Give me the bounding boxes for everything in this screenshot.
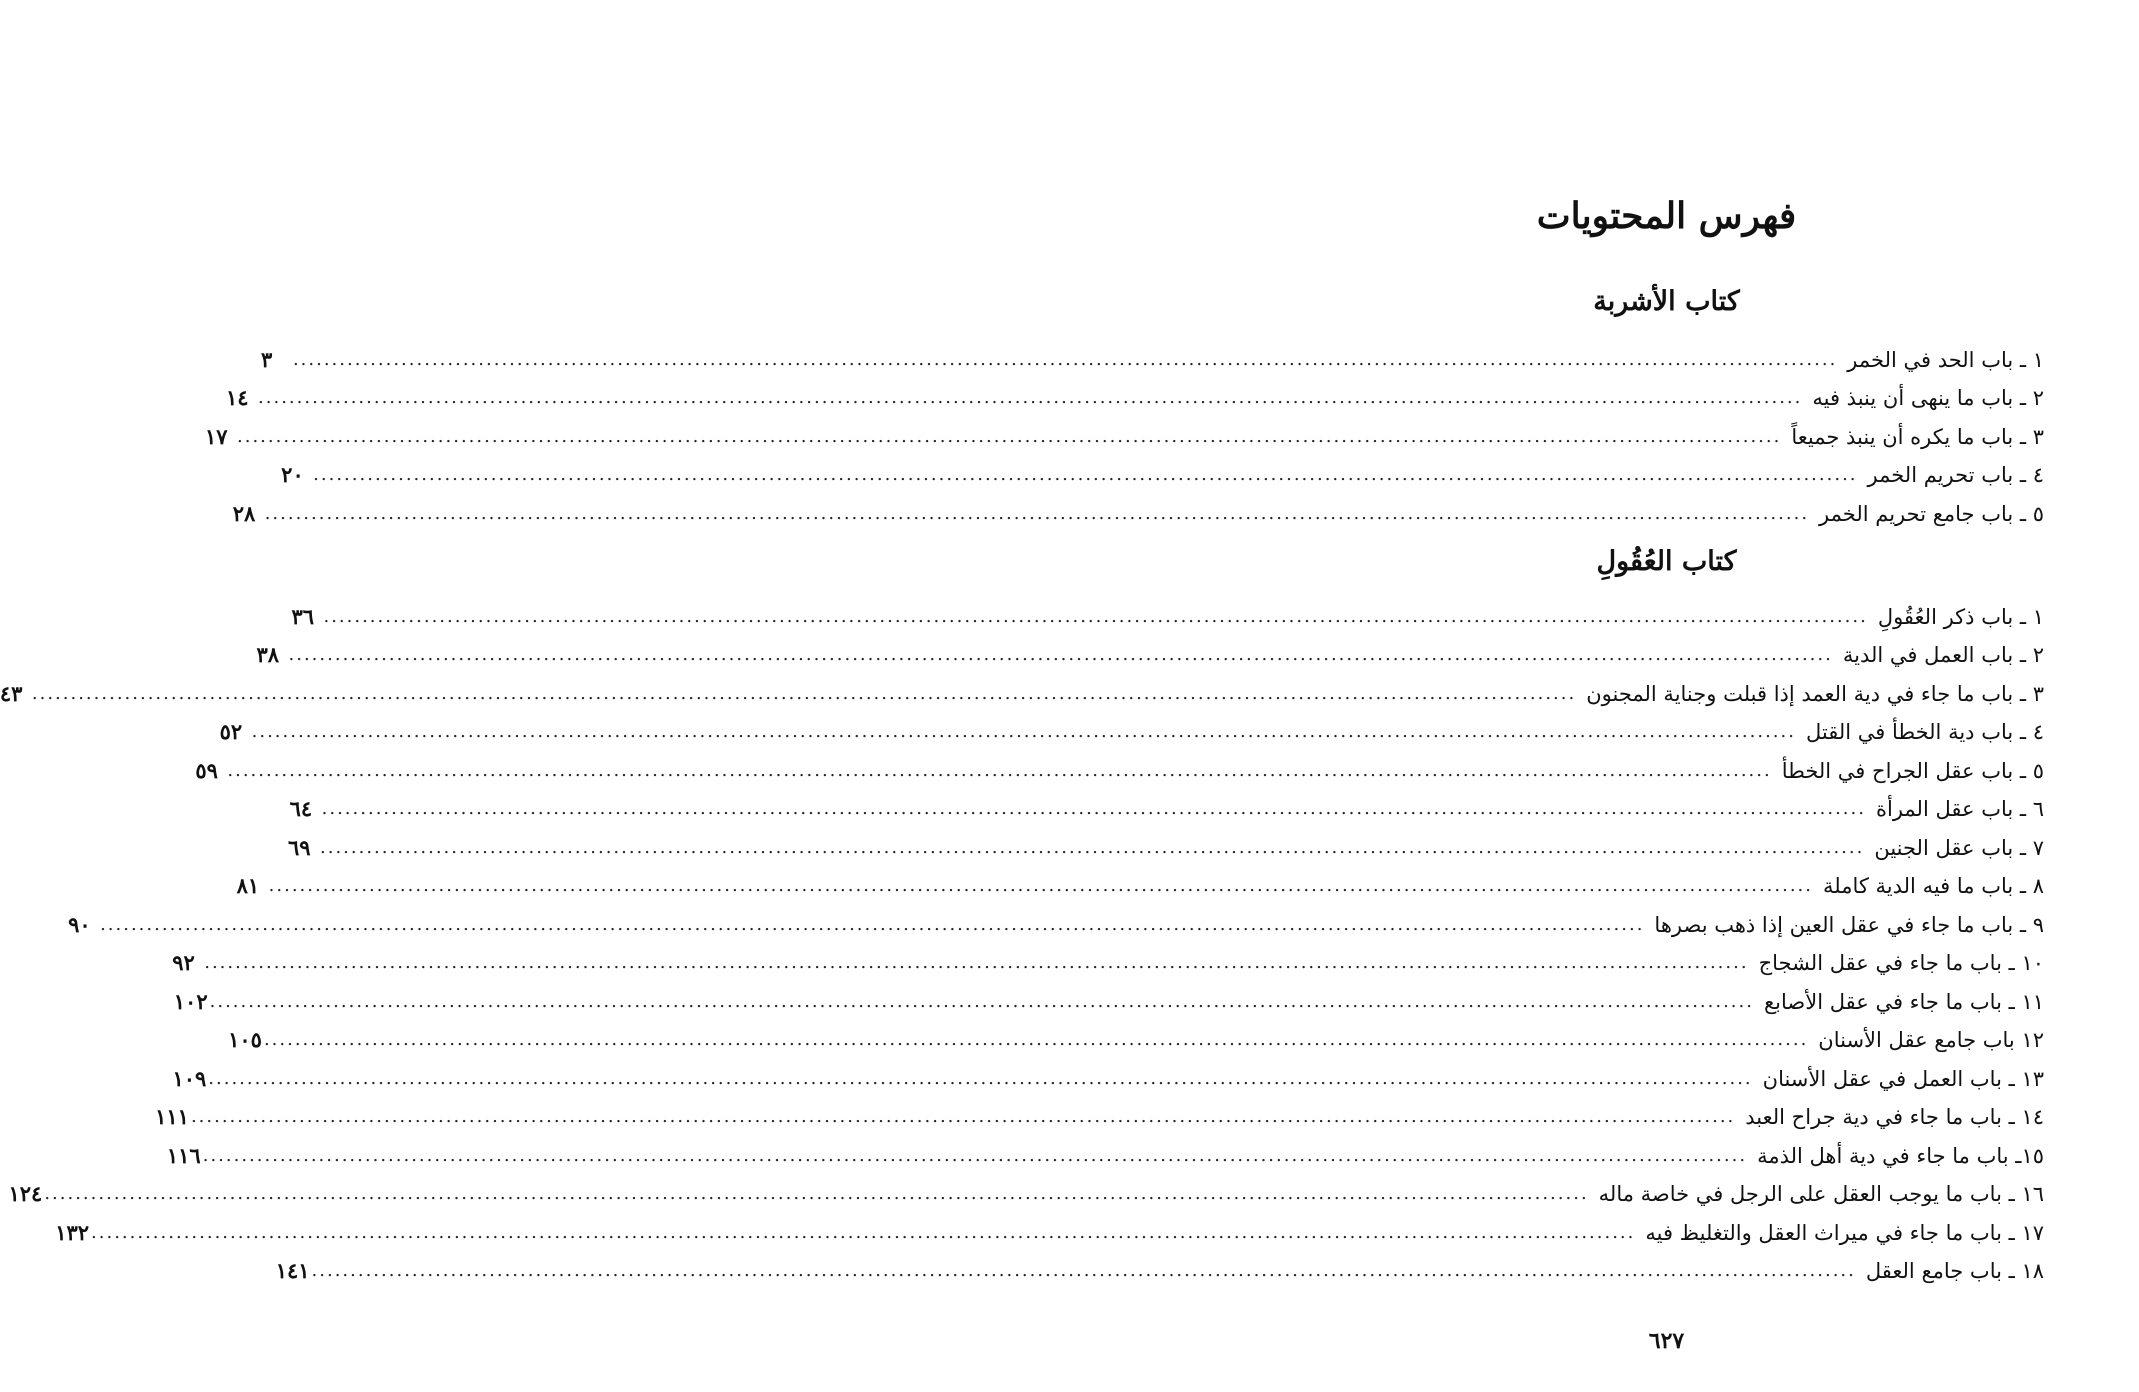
dot-leader: ........................................................................................................................................................................................................ bbox=[190, 1106, 1736, 1127]
toc-entry-page-number: ٩٠ bbox=[68, 911, 91, 937]
toc-entry bbox=[155, 1094, 2044, 1133]
toc-entry-title: ١٣ ـ باب العمل في عقل الأسنان bbox=[1762, 1066, 2044, 1091]
toc-entry-title: ٦ ـ باب عقل المرأة bbox=[1875, 797, 2044, 821]
toc-entry-page-number: ١٢٤ bbox=[8, 1181, 43, 1206]
toc-entry bbox=[195, 747, 2044, 786]
toc-entry-title: ١١ ـ باب ما جاء في عقل الأصابع bbox=[1763, 989, 2044, 1014]
toc-entry-page-number: ٢٨ bbox=[232, 500, 256, 526]
toc-entry-title: ١٥ـ باب ما جاء في دية أهل الذمة bbox=[1757, 1143, 2044, 1168]
toc-entry bbox=[281, 452, 2044, 491]
dot-leader: ........................................................................................................................................................................................................ bbox=[288, 644, 1833, 665]
toc-entry bbox=[275, 1248, 2044, 1287]
toc-entry-page-number: ٢٠ bbox=[281, 462, 304, 487]
dot-leader: ........................................................................................................................................................................................................ bbox=[204, 952, 1749, 973]
toc-entry-title: ١٨ ـ باب جامع العقل bbox=[1865, 1259, 2044, 1283]
toc-entry bbox=[260, 336, 2044, 375]
toc-entry-page-number: ١٠٢ bbox=[173, 988, 208, 1014]
toc-list-drinks bbox=[205, 336, 2044, 529]
dot-leader: ........................................................................................................................................................................................................ bbox=[323, 605, 1868, 627]
toc-entry bbox=[8, 1171, 2044, 1210]
toc-entry-page-number: ١٠٥ bbox=[228, 1027, 262, 1052]
toc-list-blood-money bbox=[0, 593, 2044, 1286]
toc-entry bbox=[288, 824, 2044, 863]
section-title-drinks: كتاب الأشربة bbox=[1593, 286, 1740, 317]
toc-entry bbox=[0, 670, 2044, 709]
toc-entry bbox=[219, 709, 2044, 748]
toc-entry bbox=[166, 1132, 2044, 1171]
toc-entry-page-number: ٥٩ bbox=[195, 757, 218, 783]
toc-entry-title: ١٤ ـ باب ما جاء في دية جراح العبد bbox=[1745, 1105, 2044, 1129]
dot-leader: ........................................................................................................................................................................................................ bbox=[100, 913, 1645, 935]
toc-entry-page-number: ٦٤ bbox=[289, 796, 313, 821]
dot-leader: ........................................................................................................................................................................................................ bbox=[311, 1260, 1856, 1281]
toc-entry-page-number: ١٣٢ bbox=[55, 1219, 90, 1245]
toc-entry-title: ٣ ـ باب ما يكره أن ينبذ جميعاً bbox=[1791, 424, 2044, 449]
toc-entry-title: ٨ ـ باب ما فيه الدية كاملة bbox=[1823, 874, 2044, 898]
toc-entry-page-number: ١٤ bbox=[226, 385, 249, 410]
dot-leader: ........................................................................................................................................................................................................ bbox=[321, 798, 1866, 819]
toc-entry-page-number: ١١١ bbox=[155, 1104, 189, 1129]
toc-entry bbox=[236, 863, 2044, 902]
toc-entry-title: ١٠ ـ باب ما جاء في عقل الشجاج bbox=[1758, 951, 2044, 975]
dot-leader: ........................................................................................................................................................................................................ bbox=[264, 502, 1810, 524]
toc-entry-title: ٥ ـ باب عقل الجراح في الخطأ bbox=[1781, 758, 2044, 783]
toc-entry bbox=[205, 413, 2044, 452]
dot-leader: ........................................................................................................................................................................................................ bbox=[209, 990, 1754, 1012]
toc-entry bbox=[172, 1055, 2044, 1094]
toc-entry-page-number: ٣ bbox=[260, 346, 273, 372]
toc-entry-page-number: ١٤١ bbox=[275, 1258, 310, 1283]
dot-leader: ........................................................................................................................................................................................................ bbox=[44, 1183, 1589, 1204]
toc-entry-title: ٩ ـ باب ما جاء في عقل العين إذا ذهب بصرها bbox=[1654, 912, 2044, 937]
toc-entry-page-number: ١٠٩ bbox=[172, 1065, 207, 1091]
dot-leader: ........................................................................................................................................................................................................ bbox=[313, 464, 1858, 485]
toc-entry-title: ١ ـ باب الحد في الخمر bbox=[1847, 347, 2044, 372]
toc-entry-page-number: ١١٦ bbox=[166, 1142, 201, 1168]
toc-entry-title: ١٦ ـ باب ما يوجب العقل على الرجل في خاصة ماله bbox=[1598, 1182, 2044, 1206]
toc-entry bbox=[289, 786, 2044, 825]
toc-entry-title: ١٧ ـ باب ما جاء في ميراث العقل والتغليظ فيه bbox=[1645, 1220, 2044, 1245]
toc-entry-title: ٣ ـ باب ما جاء في دية العمد إذا قبلت وجناية المجنون bbox=[1586, 681, 2044, 706]
dot-leader: ........................................................................................................................................................................................................ bbox=[227, 759, 1772, 781]
toc-entry bbox=[68, 901, 2044, 940]
toc-entry bbox=[291, 593, 2044, 632]
toc-entry-title: ٥ ـ باب جامع تحريم الخمر bbox=[1819, 501, 2044, 526]
dot-leader: ........................................................................................................................................................................................................ bbox=[208, 1067, 1753, 1089]
section-title-blood-money: كتاب العُقُولِ bbox=[1596, 546, 1737, 577]
dot-leader: ........................................................................................................................................................................................................ bbox=[91, 1221, 1636, 1243]
toc-entry-page-number: ٣٨ bbox=[256, 642, 280, 667]
dot-leader: ........................................................................................................................................................................................................ bbox=[237, 425, 1782, 447]
toc-entry-title: ٢ ـ باب ما ينهى أن ينبذ فيه bbox=[1812, 386, 2044, 410]
toc-entry bbox=[256, 632, 2044, 671]
toc-entry bbox=[172, 940, 2044, 979]
toc-entry-title: ١٢ باب جامع عقل الأسنان bbox=[1818, 1028, 2044, 1052]
dot-leader: ........................................................................................................................................................................................................ bbox=[320, 836, 1865, 858]
toc-entry-title: ١ ـ باب ذكر العُقُولِ bbox=[1877, 604, 2044, 629]
toc-entry bbox=[228, 1017, 2044, 1056]
toc-entry-title: ٤ ـ باب تحريم الخمر bbox=[1867, 463, 2044, 487]
toc-entry-page-number: ٥٢ bbox=[219, 719, 243, 744]
toc-entry-page-number: ٣٦ bbox=[291, 603, 315, 629]
toc-entry bbox=[55, 1209, 2044, 1248]
toc-entry-page-number: ٤٣ bbox=[0, 680, 23, 706]
dot-leader: ........................................................................................................................................................................................................ bbox=[268, 875, 1813, 896]
toc-entry-title: ٤ ـ باب دية الخطأ في القتل bbox=[1805, 720, 2044, 744]
toc-entry-page-number: ٦٩ bbox=[288, 834, 311, 860]
dot-leader: ........................................................................................................................................................................................................ bbox=[251, 721, 1796, 742]
toc-entry-title: ٢ ـ باب العمل في الدية bbox=[1842, 643, 2044, 667]
toc-entry bbox=[226, 375, 2044, 414]
dot-leader: ........................................................................................................................................................................................................ bbox=[263, 1029, 1809, 1050]
page-number: ٦٢٧ bbox=[1648, 1328, 1685, 1354]
toc-entry bbox=[173, 978, 2044, 1017]
toc-entry-page-number: ٩٢ bbox=[172, 950, 195, 975]
dot-leader: ........................................................................................................................................................................................................ bbox=[202, 1144, 1748, 1166]
toc-entry bbox=[232, 490, 2044, 529]
page-title: فهرس المحتويات bbox=[1536, 195, 1797, 237]
dot-leader: ........................................................................................................................................................................................................ bbox=[258, 387, 1803, 408]
dot-leader: ........................................................................................................................................................................................................ bbox=[31, 682, 1577, 704]
toc-entry-title: ٧ ـ باب عقل الجنين bbox=[1874, 835, 2044, 860]
dot-leader: ........................................................................................................................................................................................................ bbox=[292, 348, 1838, 370]
toc-entry-page-number: ٨١ bbox=[236, 873, 260, 898]
toc-entry-page-number: ١٧ bbox=[205, 423, 228, 449]
